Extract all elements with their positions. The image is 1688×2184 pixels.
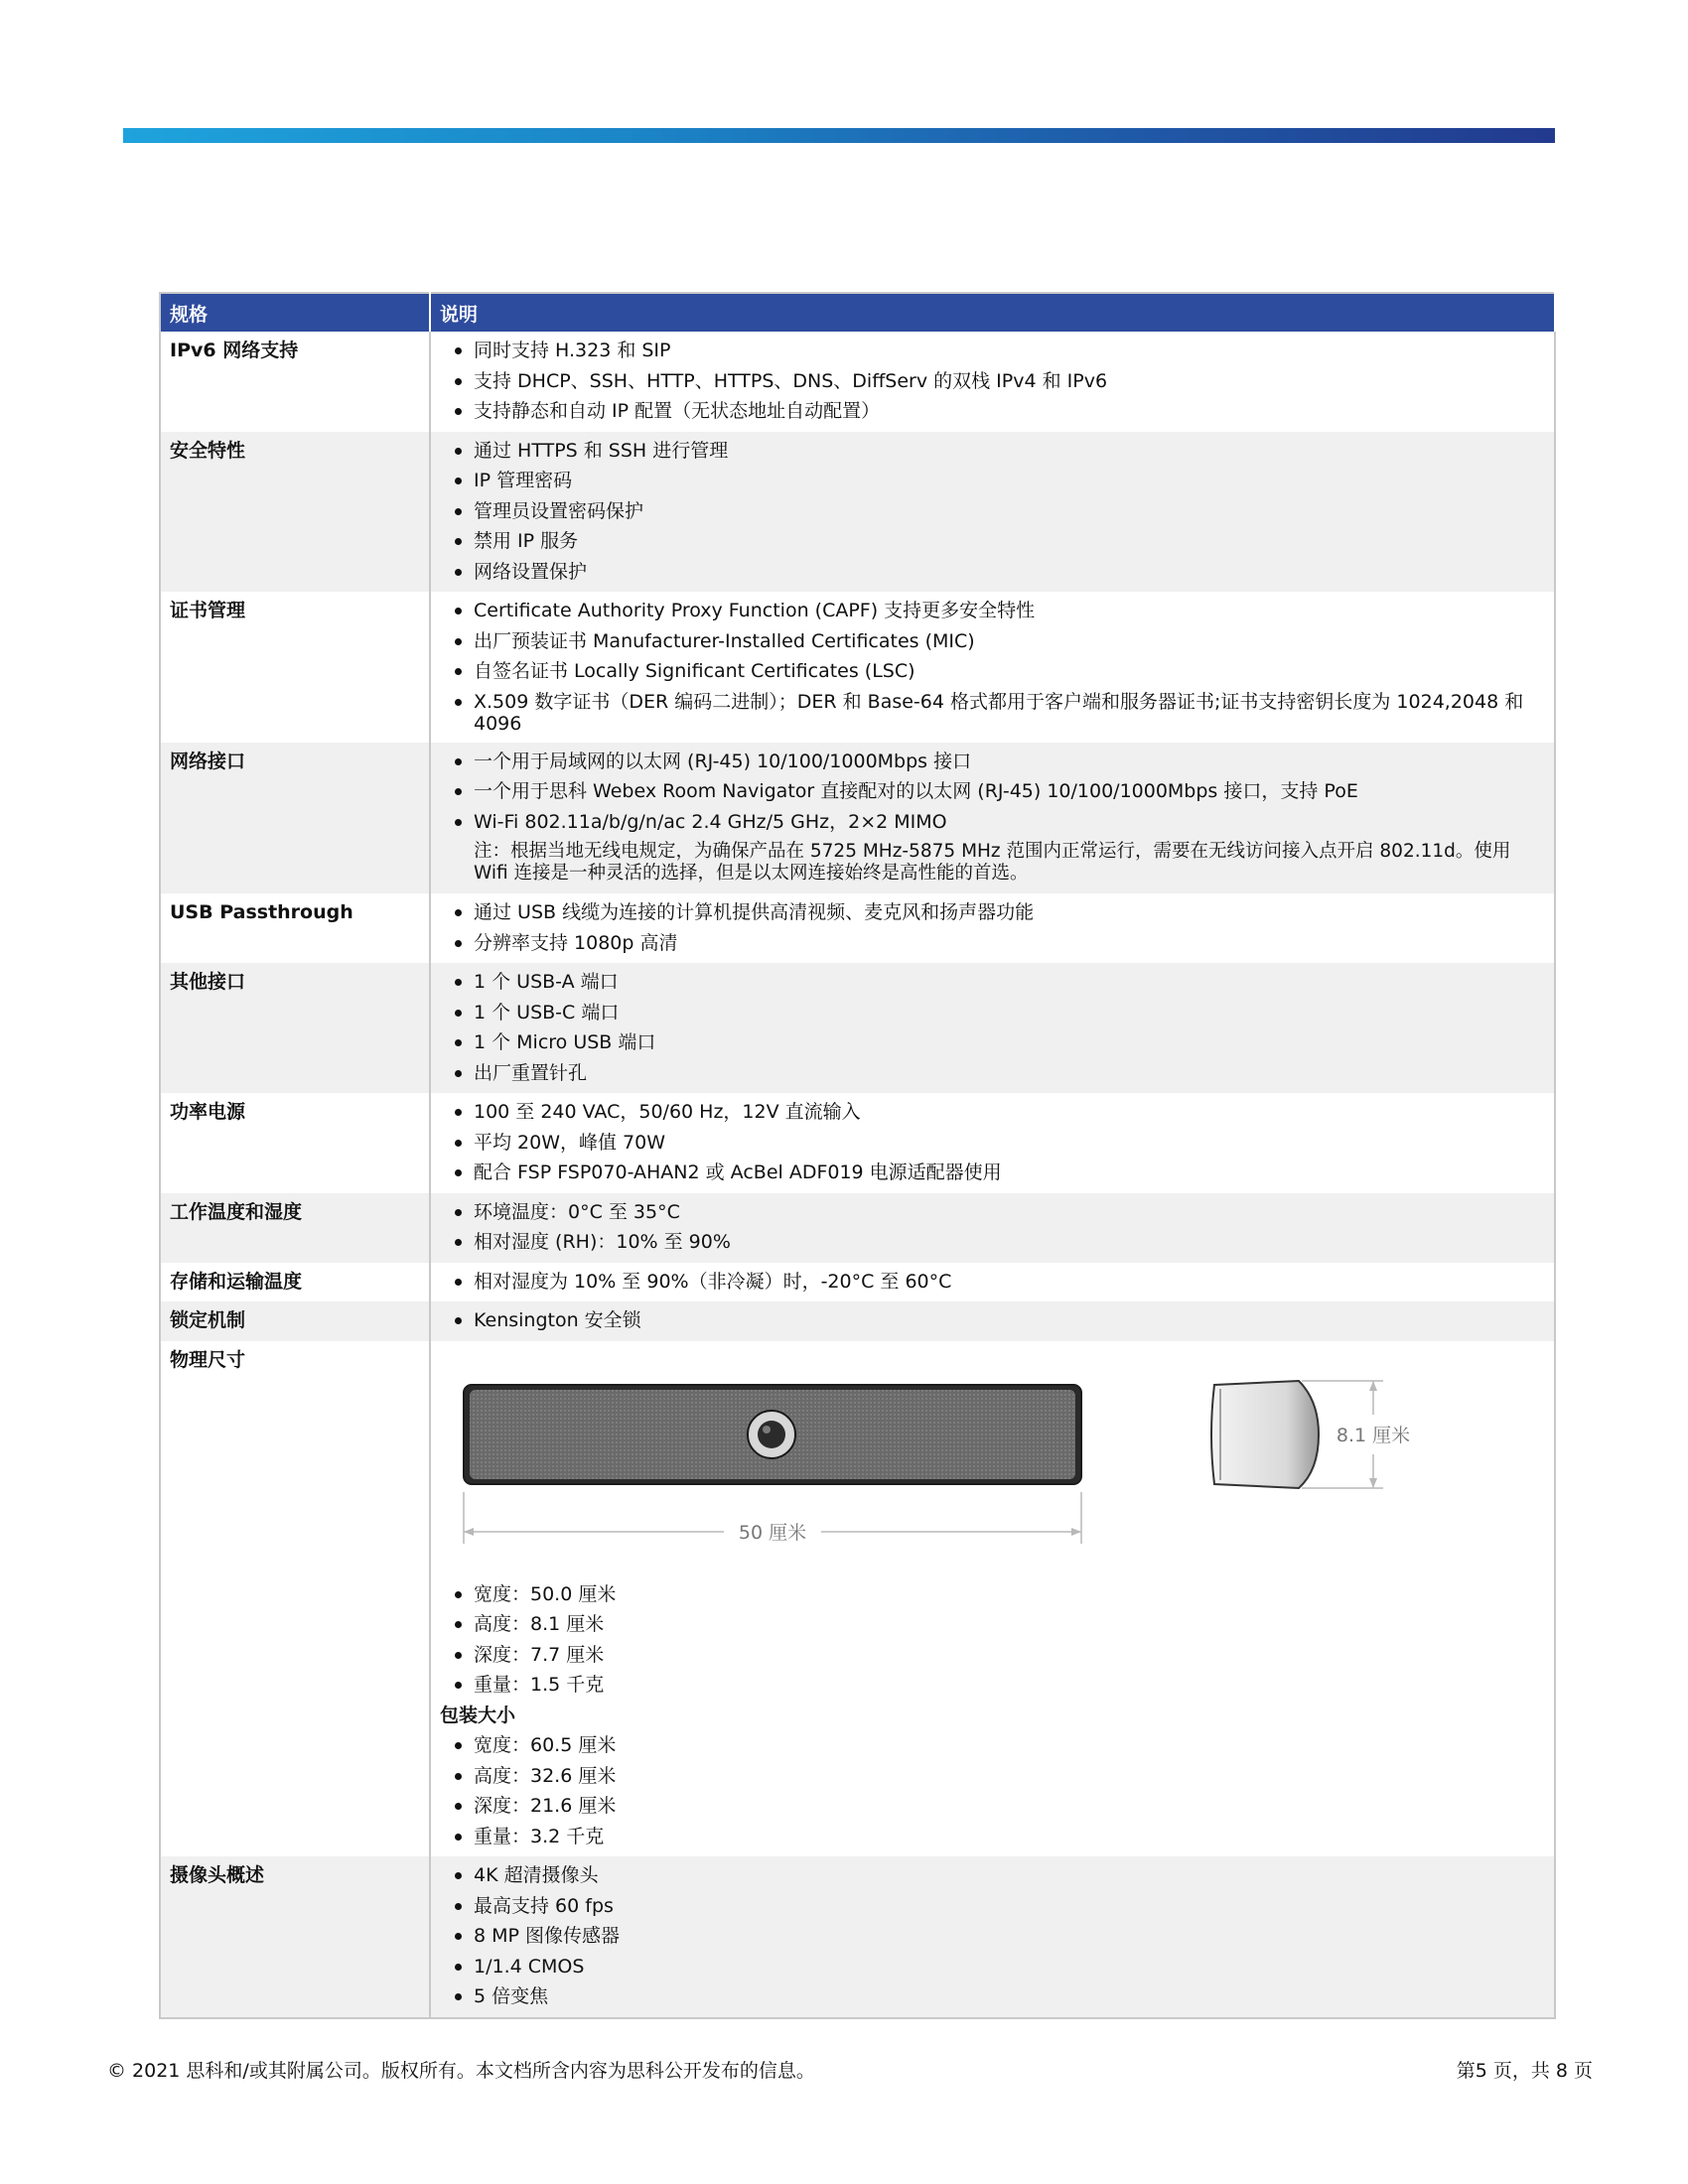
- list-item: 相对湿度 (RH)：10% 至 90%: [455, 1227, 1545, 1258]
- list-item: 宽度：50.0 厘米: [455, 1579, 1545, 1610]
- table-row: [160, 592, 1555, 743]
- list-item: 重量：3.2 千克: [455, 1822, 1545, 1852]
- row-description: [430, 592, 1555, 743]
- list-item: 8 MP 图像传感器: [455, 1921, 1545, 1952]
- row-description: [430, 963, 1555, 1093]
- list-item: 1 个 USB-A 端口: [455, 967, 1545, 998]
- list-item: IP 管理密码: [455, 466, 1545, 496]
- header-spec: 规格: [160, 293, 430, 332]
- list-item: 4K 超清摄像头: [455, 1860, 1545, 1891]
- device-side-view: [1211, 1381, 1319, 1488]
- device-illustration: [440, 1345, 1542, 1579]
- row-label: 证书管理: [160, 592, 430, 743]
- list-item: 分辨率支持 1080p 高清: [455, 928, 1545, 959]
- header-description: 说明: [430, 293, 1555, 332]
- list-item: 深度：21.6 厘米: [455, 1791, 1545, 1822]
- row-description: [430, 893, 1555, 963]
- row-label: IPv6 网络支持: [160, 332, 430, 432]
- spec-table: [159, 292, 1556, 2019]
- network-note: 注：根据当地无线电规定，为确保产品在 5725 MHz-5875 MHz 范围内正常运行，需要在无线访问接入点开启 802.11d。使用 Wifi 连接是一种灵活的选择，但是以太网连接始终是高性能的首选。: [474, 841, 1511, 884]
- table-row: [160, 1263, 1555, 1302]
- list-item: 相对湿度为 10% 至 90%（非冷凝）时，-20°C 至 60°C: [455, 1267, 1545, 1297]
- list-item: 重量：1.5 千克: [455, 1670, 1545, 1701]
- row-description: [430, 332, 1555, 432]
- row-description: [430, 1193, 1555, 1263]
- row-label: 摄像头概述: [160, 1856, 430, 2018]
- list-item: 一个用于思科 Webex Room Navigator 直接配对的以太网 (RJ-45) 10/100/1000Mbps 接口，支持 PoE: [455, 776, 1545, 807]
- list-item: 100 至 240 VAC，50/60 Hz，12V 直流输入: [455, 1097, 1545, 1128]
- row-description: [430, 432, 1555, 593]
- list-item: 出厂重置针孔: [455, 1058, 1545, 1089]
- row-label: 物理尺寸: [160, 1341, 430, 1857]
- row-label: 工作温度和湿度: [160, 1193, 430, 1263]
- row-description: [430, 1856, 1555, 2018]
- list-item: 配合 FSP FSP070-AHAN2 或 AcBel ADF019 电源适配器使用: [455, 1158, 1545, 1188]
- footer-page-number: 第5 页，共 8 页: [1456, 2060, 1593, 2082]
- list-item: Kensington 安全锁: [455, 1305, 1545, 1336]
- list-item: 高度：8.1 厘米: [455, 1609, 1545, 1640]
- top-gradient-bar: [123, 128, 1555, 143]
- table-row: [160, 1341, 1555, 1857]
- list-item: 同时支持 H.323 和 SIP: [455, 336, 1545, 366]
- row-label: 存储和运输温度: [160, 1263, 430, 1302]
- width-dimension-label: 50 厘米: [738, 1521, 807, 1544]
- list-item: 禁用 IP 服务: [455, 526, 1545, 557]
- list-item: 管理员设置密码保护: [455, 496, 1545, 527]
- package-size-heading: 包装大小: [440, 1704, 516, 1726]
- row-description: [430, 743, 1555, 894]
- list-item: 1 个 USB-C 端口: [455, 998, 1545, 1028]
- list-item: 1 个 Micro USB 端口: [455, 1027, 1545, 1058]
- list-item: 一个用于局域网的以太网 (RJ-45) 10/100/1000Mbps 接口: [455, 747, 1545, 777]
- list-item: 1/1.4 CMOS: [455, 1952, 1545, 1982]
- list-item: 高度：32.6 厘米: [455, 1761, 1545, 1792]
- list-item: Certificate Authority Proxy Function (CAPF) 支持更多安全特性: [455, 596, 1545, 626]
- list-item: 5 倍变焦: [455, 1981, 1545, 2012]
- list-item: 最高支持 60 fps: [455, 1891, 1545, 1922]
- table-row: [160, 1301, 1555, 1341]
- camera-lens-icon: [758, 1421, 785, 1448]
- row-label: 网络接口: [160, 743, 430, 894]
- table-row: [160, 432, 1555, 593]
- list-item: 通过 USB 线缆为连接的计算机提供高清视频、麦克风和扬声器功能: [455, 897, 1545, 928]
- list-item: X.509 数字证书（DER 编码二进制）；DER 和 Base-64 格式都用于客户端和服务器证书;证书支持密钥长度为 1024,2048 和 4096: [455, 687, 1545, 738]
- list-item: 环境温度：0°C 至 35°C: [455, 1197, 1545, 1228]
- list-item: 通过 HTTPS 和 SSH 进行管理: [455, 436, 1545, 467]
- list-item: 自签名证书 Locally Significant Certificates (LSC): [455, 656, 1545, 687]
- list-item: 出厂预装证书 Manufacturer-Installed Certificates (MIC): [455, 626, 1545, 657]
- table-row: [160, 963, 1555, 1093]
- dimension-drawing: [440, 1345, 1545, 1579]
- list-item: 宽度：60.5 厘米: [455, 1730, 1545, 1761]
- list-item: 网络设置保护: [455, 557, 1545, 588]
- table-row: [160, 1093, 1555, 1193]
- table-row: [160, 1856, 1555, 2018]
- row-label: 功率电源: [160, 1093, 430, 1193]
- list-item: Wi-Fi 802.11a/b/g/n/ac 2.4 GHz/5 GHz，2×2 MIMO: [455, 807, 1545, 838]
- row-label: 其他接口: [160, 963, 430, 1093]
- list-item: 平均 20W，峰值 70W: [455, 1128, 1545, 1159]
- row-label: 安全特性: [160, 432, 430, 593]
- row-description: [430, 1263, 1555, 1302]
- row-label: 锁定机制: [160, 1301, 430, 1341]
- height-dimension-label: 8.1 厘米: [1336, 1424, 1411, 1446]
- table-row: [160, 743, 1555, 894]
- table-row: [160, 893, 1555, 963]
- row-label: USB Passthrough: [160, 893, 430, 963]
- row-description: [430, 1301, 1555, 1341]
- row-description: [430, 1093, 1555, 1193]
- table-row: [160, 1193, 1555, 1263]
- table-row: [160, 332, 1555, 432]
- row-description: [430, 1341, 1555, 1857]
- table-header-row: [160, 293, 1555, 332]
- list-item: 支持 DHCP、SSH、HTTP、HTTPS、DNS、DiffServ 的双栈 IPv4 和 IPv6: [455, 366, 1545, 397]
- list-item: 深度：7.7 厘米: [455, 1640, 1545, 1671]
- footer-copyright: © 2021 思科和/或其附属公司。版权所有。本文档所含内容为思科公开发布的信息。: [107, 2060, 815, 2082]
- list-item: 支持静态和自动 IP 配置（无状态地址自动配置）: [455, 396, 1545, 427]
